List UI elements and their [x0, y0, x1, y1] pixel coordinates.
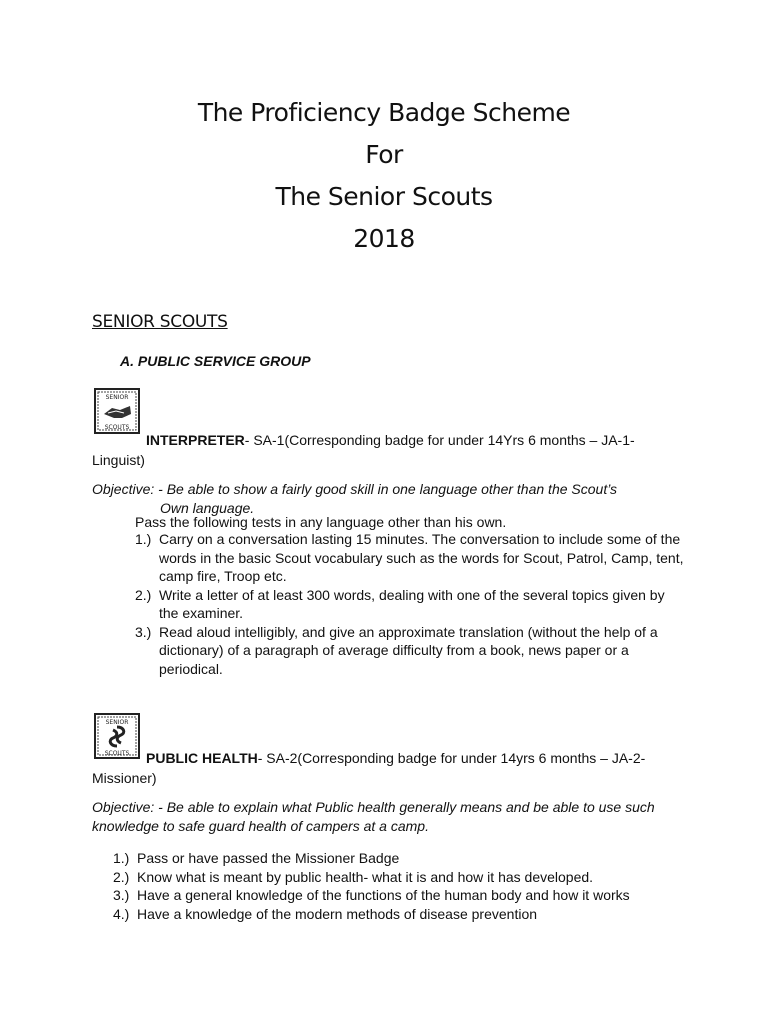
list-item [135, 623, 695, 679]
objective-line: knowledge to safe guard health of campers at a camp. [92, 818, 429, 834]
list-text: Pass or have passed the Missioner Badge [137, 850, 400, 866]
list-text: Know what is meant by public health- what it is and how it has developed. [137, 868, 594, 885]
group-heading: A. PUBLIC SERVICE GROUP [120, 353, 311, 369]
public-health-test-list [113, 849, 693, 923]
objective-line: Objective: - Be able to explain what Public health generally means and be able to use such [92, 799, 655, 815]
svg-text:SCOUTS: SCOUTS [104, 750, 130, 757]
list-number: 4.) [113, 905, 130, 922]
objective-line: Objective: - Be able to show a fairly good skill in one language other than the Scout’s [92, 481, 618, 497]
list-text: Write a letter of at least 300 words, dealing with one of the several topics given by [159, 586, 665, 603]
document-title [0, 92, 768, 260]
interpreter-test-list [135, 530, 695, 678]
list-number: 3.) [113, 887, 130, 903]
list-text: Read aloud intelligibly, and give an approximate translation (without the help of a [159, 623, 658, 640]
badge-code: - SA-2(Corresponding badge for under 14yrs 6 months – JA-2- [257, 750, 646, 766]
list-text: the examiner. [159, 605, 244, 621]
list-text: dictionary) of a paragraph of average difficulty from a book, news paper or a [159, 642, 629, 658]
badge-interpreter-intro: Pass the following tests in any language other than his own. [135, 514, 507, 530]
objective-line: Own language. [160, 500, 255, 516]
svg-text:SCOUTS: SCOUTS [104, 424, 130, 431]
badge-name: INTERPRETER [146, 432, 245, 448]
badge-public-health-objective [92, 798, 692, 836]
list-item [135, 586, 695, 623]
svg-text:SENIOR: SENIOR [105, 394, 129, 401]
list-text: Carry on a conversation lasting 15 minutes. The conversation to include some of the [159, 531, 681, 547]
badge-code-continued: Missioner) [92, 770, 157, 786]
badge-public-health-header [92, 748, 652, 788]
list-item [113, 868, 693, 887]
list-number: 3.) [135, 623, 152, 640]
badge-name: PUBLIC HEALTH [146, 750, 258, 766]
list-text: Have a general knowledge of the functions of the human body and how it works [137, 887, 630, 903]
senior-scouts-handshake-badge-icon [94, 388, 140, 434]
badge-code-continued: Linguist) [92, 452, 145, 468]
section-heading: SENIOR SCOUTS [92, 312, 228, 332]
list-number: 1.) [135, 531, 152, 547]
title-line-3: The Senior Scouts [275, 182, 493, 211]
list-item [113, 886, 693, 905]
svg-text:SENIOR: SENIOR [105, 719, 129, 726]
list-text: periodical. [159, 660, 223, 677]
title-line-1: The Proficiency Badge Scheme [197, 98, 571, 127]
title-line-4: 2018 [353, 224, 415, 253]
list-number: 2.) [113, 868, 130, 885]
badge-code: - SA-1(Corresponding badge for under 14Yrs 6 months – JA-1- [244, 432, 635, 448]
list-number: 2.) [135, 586, 152, 603]
title-line-2: For [365, 140, 403, 169]
list-item [113, 905, 693, 924]
list-item [135, 530, 695, 586]
list-text: words in the basic Scout vocabulary such as the words for Scout, Patrol, Camp, tent, [159, 549, 684, 566]
list-number: 1.) [113, 850, 130, 866]
list-text: Have a knowledge of the modern methods of disease prevention [137, 905, 538, 922]
list-text: camp fire, Troop etc. [159, 568, 287, 584]
list-item [113, 849, 693, 868]
badge-interpreter-header [92, 430, 652, 470]
